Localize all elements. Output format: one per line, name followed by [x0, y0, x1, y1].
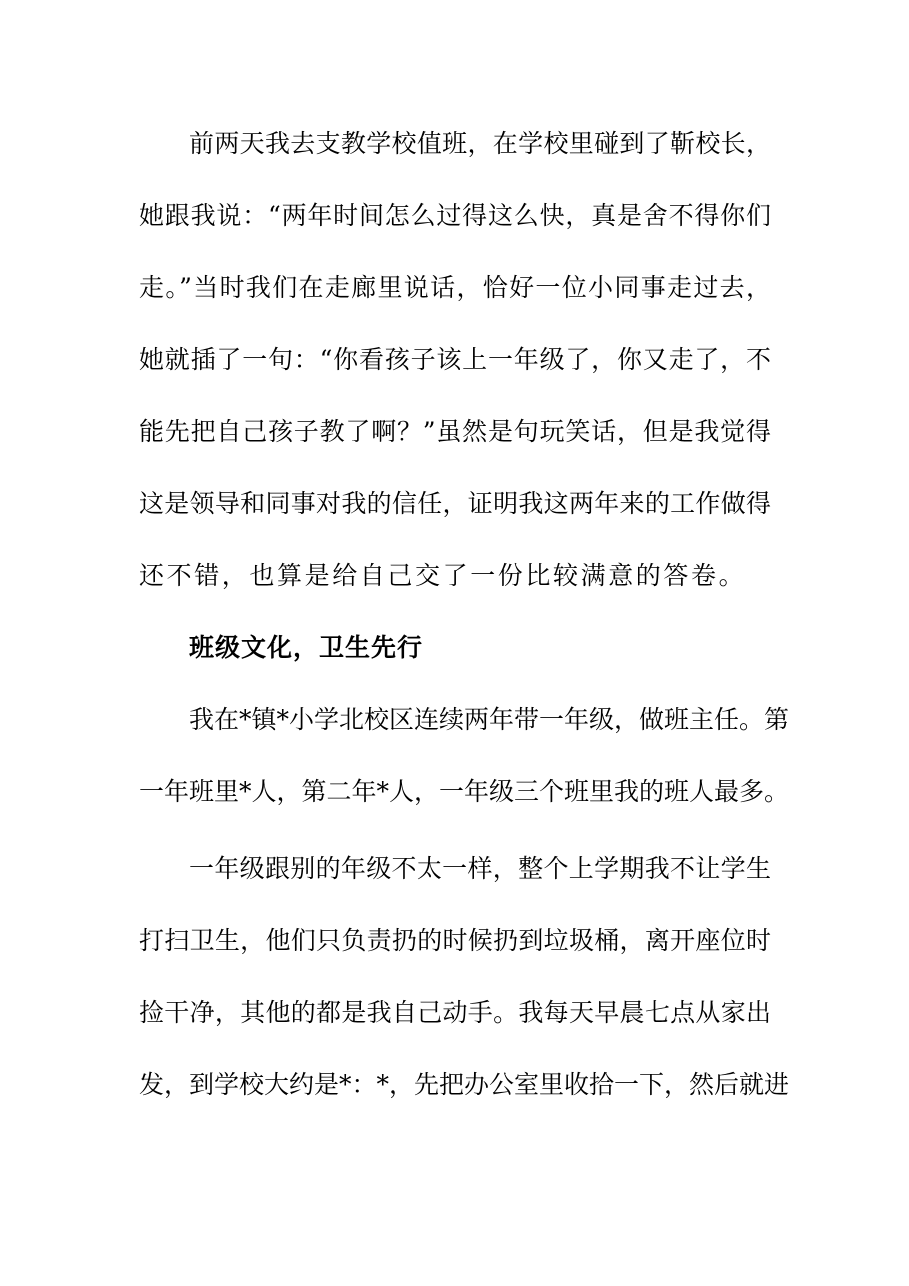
paragraph-line: 我在*镇*小学北校区连续两年带一年级，做班主任。第: [189, 705, 790, 734]
paragraph-line: 捡干净，其他的都是我自己动手。我每天早晨七点从家出: [139, 998, 771, 1027]
paragraph-line: 一年级跟别的年级不太一样，整个上学期我不让学生: [189, 854, 771, 883]
paragraph-line: 还不错，也算是给自己交了一份比较满意的答卷。: [139, 561, 747, 590]
paragraph-line: 走。”当时我们在走廊里说话，恰好一位小同事走过去，: [139, 273, 771, 302]
paragraph-line: 这是领导和同事对我的信任，证明我这两年来的工作做得: [139, 489, 771, 518]
paragraph-line: 一年班里*人，第二年*人，一年级三个班里我的班人最多。: [139, 777, 790, 806]
paragraph-line: 她就插了一句：“你看孩子该上一年级了，你又走了，不: [139, 345, 771, 374]
paragraph-line: 她跟我说：“两年时间怎么过得这么快，真是舍不得你们: [139, 201, 771, 230]
paragraph-line: 发，到学校大约是*：*，先把办公室里收拾一下，然后就进: [139, 1070, 790, 1099]
paragraph-line: 打扫卫生，他们只负责扔的时候扔到垃圾桶，离开座位时: [139, 926, 771, 955]
paragraph-line: 能先把自己孩子教了啊？”虽然是句玩笑话，但是我觉得: [139, 417, 771, 446]
section-heading: 班级文化，卫生先行: [189, 633, 424, 662]
paragraph-line: 前两天我去支教学校值班，在学校里碰到了靳校长，: [189, 129, 771, 158]
